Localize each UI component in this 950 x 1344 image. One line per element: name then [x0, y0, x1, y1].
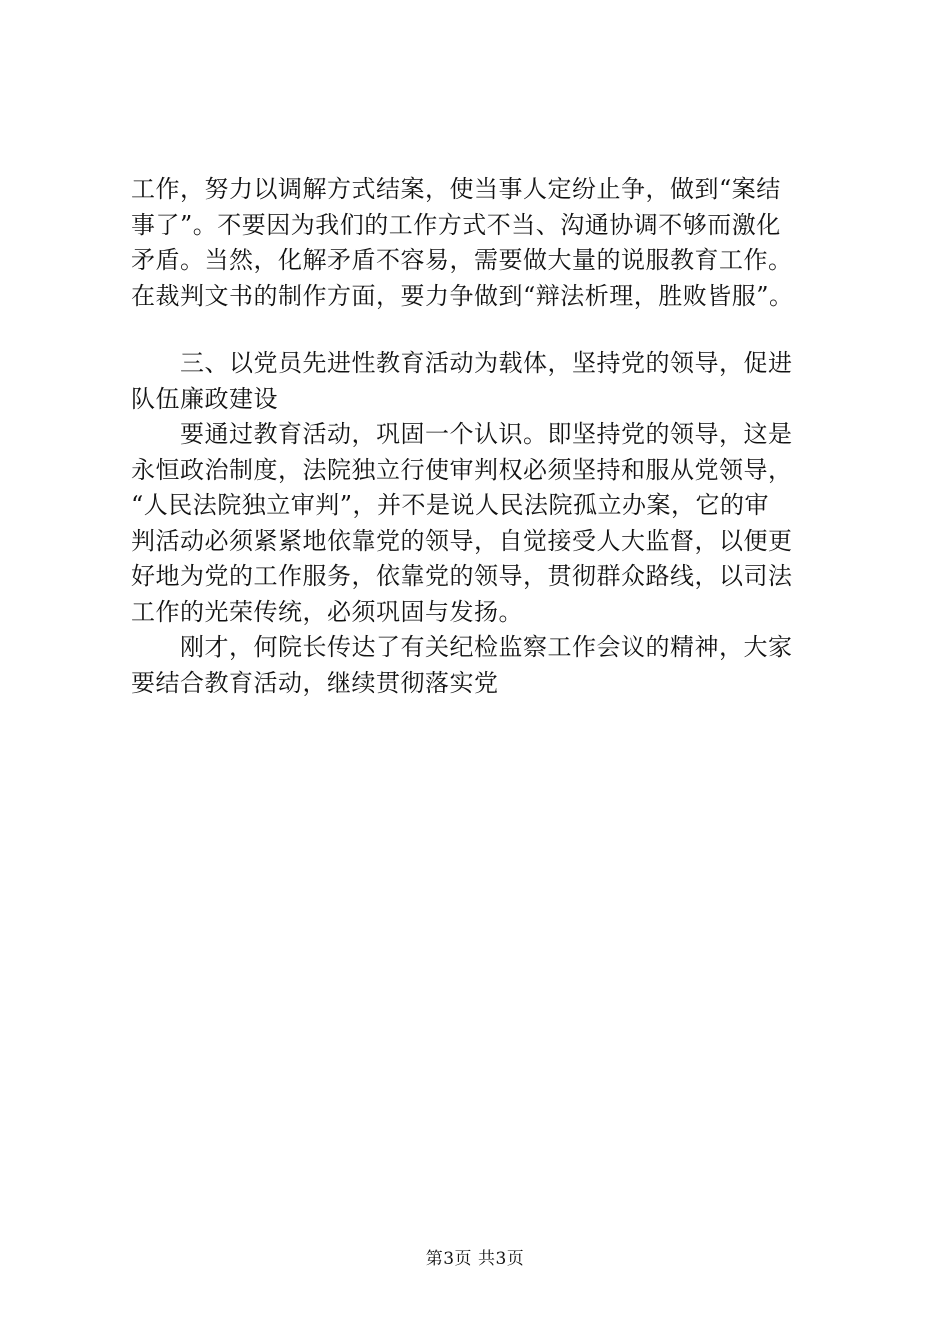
heading-line: 三、以党员先进性教育活动为载体，坚持党的领导，促进 [131, 349, 793, 377]
text-line: “人民法院独立审判”，并不是说人民法院孤立办案，它的审 [131, 491, 770, 519]
document-body [131, 172, 841, 701]
text-line: 工作的光荣传统，必须巩固与发扬。 [131, 597, 523, 626]
paragraph-party-leadership [131, 417, 841, 630]
text-line: 矛盾。当然，化解矛盾不容易，需要做大量的说服教育工作。 [131, 246, 793, 274]
paragraph-discipline-meeting [131, 630, 841, 701]
text-line: 要通过教育活动，巩固一个认识。即坚持党的领导，这是 [131, 420, 793, 448]
text-line: 好地为党的工作服务，依靠党的领导，贯彻群众路线，以司法 [131, 562, 793, 590]
text-line: 判活动必须紧紧地依靠党的领导，自觉接受人大监督，以便更 [131, 526, 793, 555]
text-line: 刚才，何院长传达了有关纪检监察工作会议的精神，大家 [131, 633, 793, 661]
heading-line: 队伍廉政建设 [131, 384, 278, 413]
paragraph-gap [131, 314, 841, 346]
text-line: 事了”。不要因为我们的工作方式不当、沟通协调不够而激化 [131, 210, 781, 239]
section-heading-3 [131, 346, 841, 417]
text-line: 在裁判文书的制作方面，要力争做到“辩法析理，胜败皆服”。 [131, 281, 794, 310]
paragraph-dispute-resolution [131, 172, 841, 314]
page-number-footer: 第3页 共3页 [425, 1249, 525, 1269]
text-line: 要结合教育活动，继续贯彻落实党 [131, 668, 499, 697]
text-line: 永恒政治制度，法院独立行使审判权必须坚持和服从党领导， [131, 455, 793, 484]
text-line: 工作，努力以调解方式结案，使当事人定纷止争，做到“案结 [131, 175, 781, 203]
